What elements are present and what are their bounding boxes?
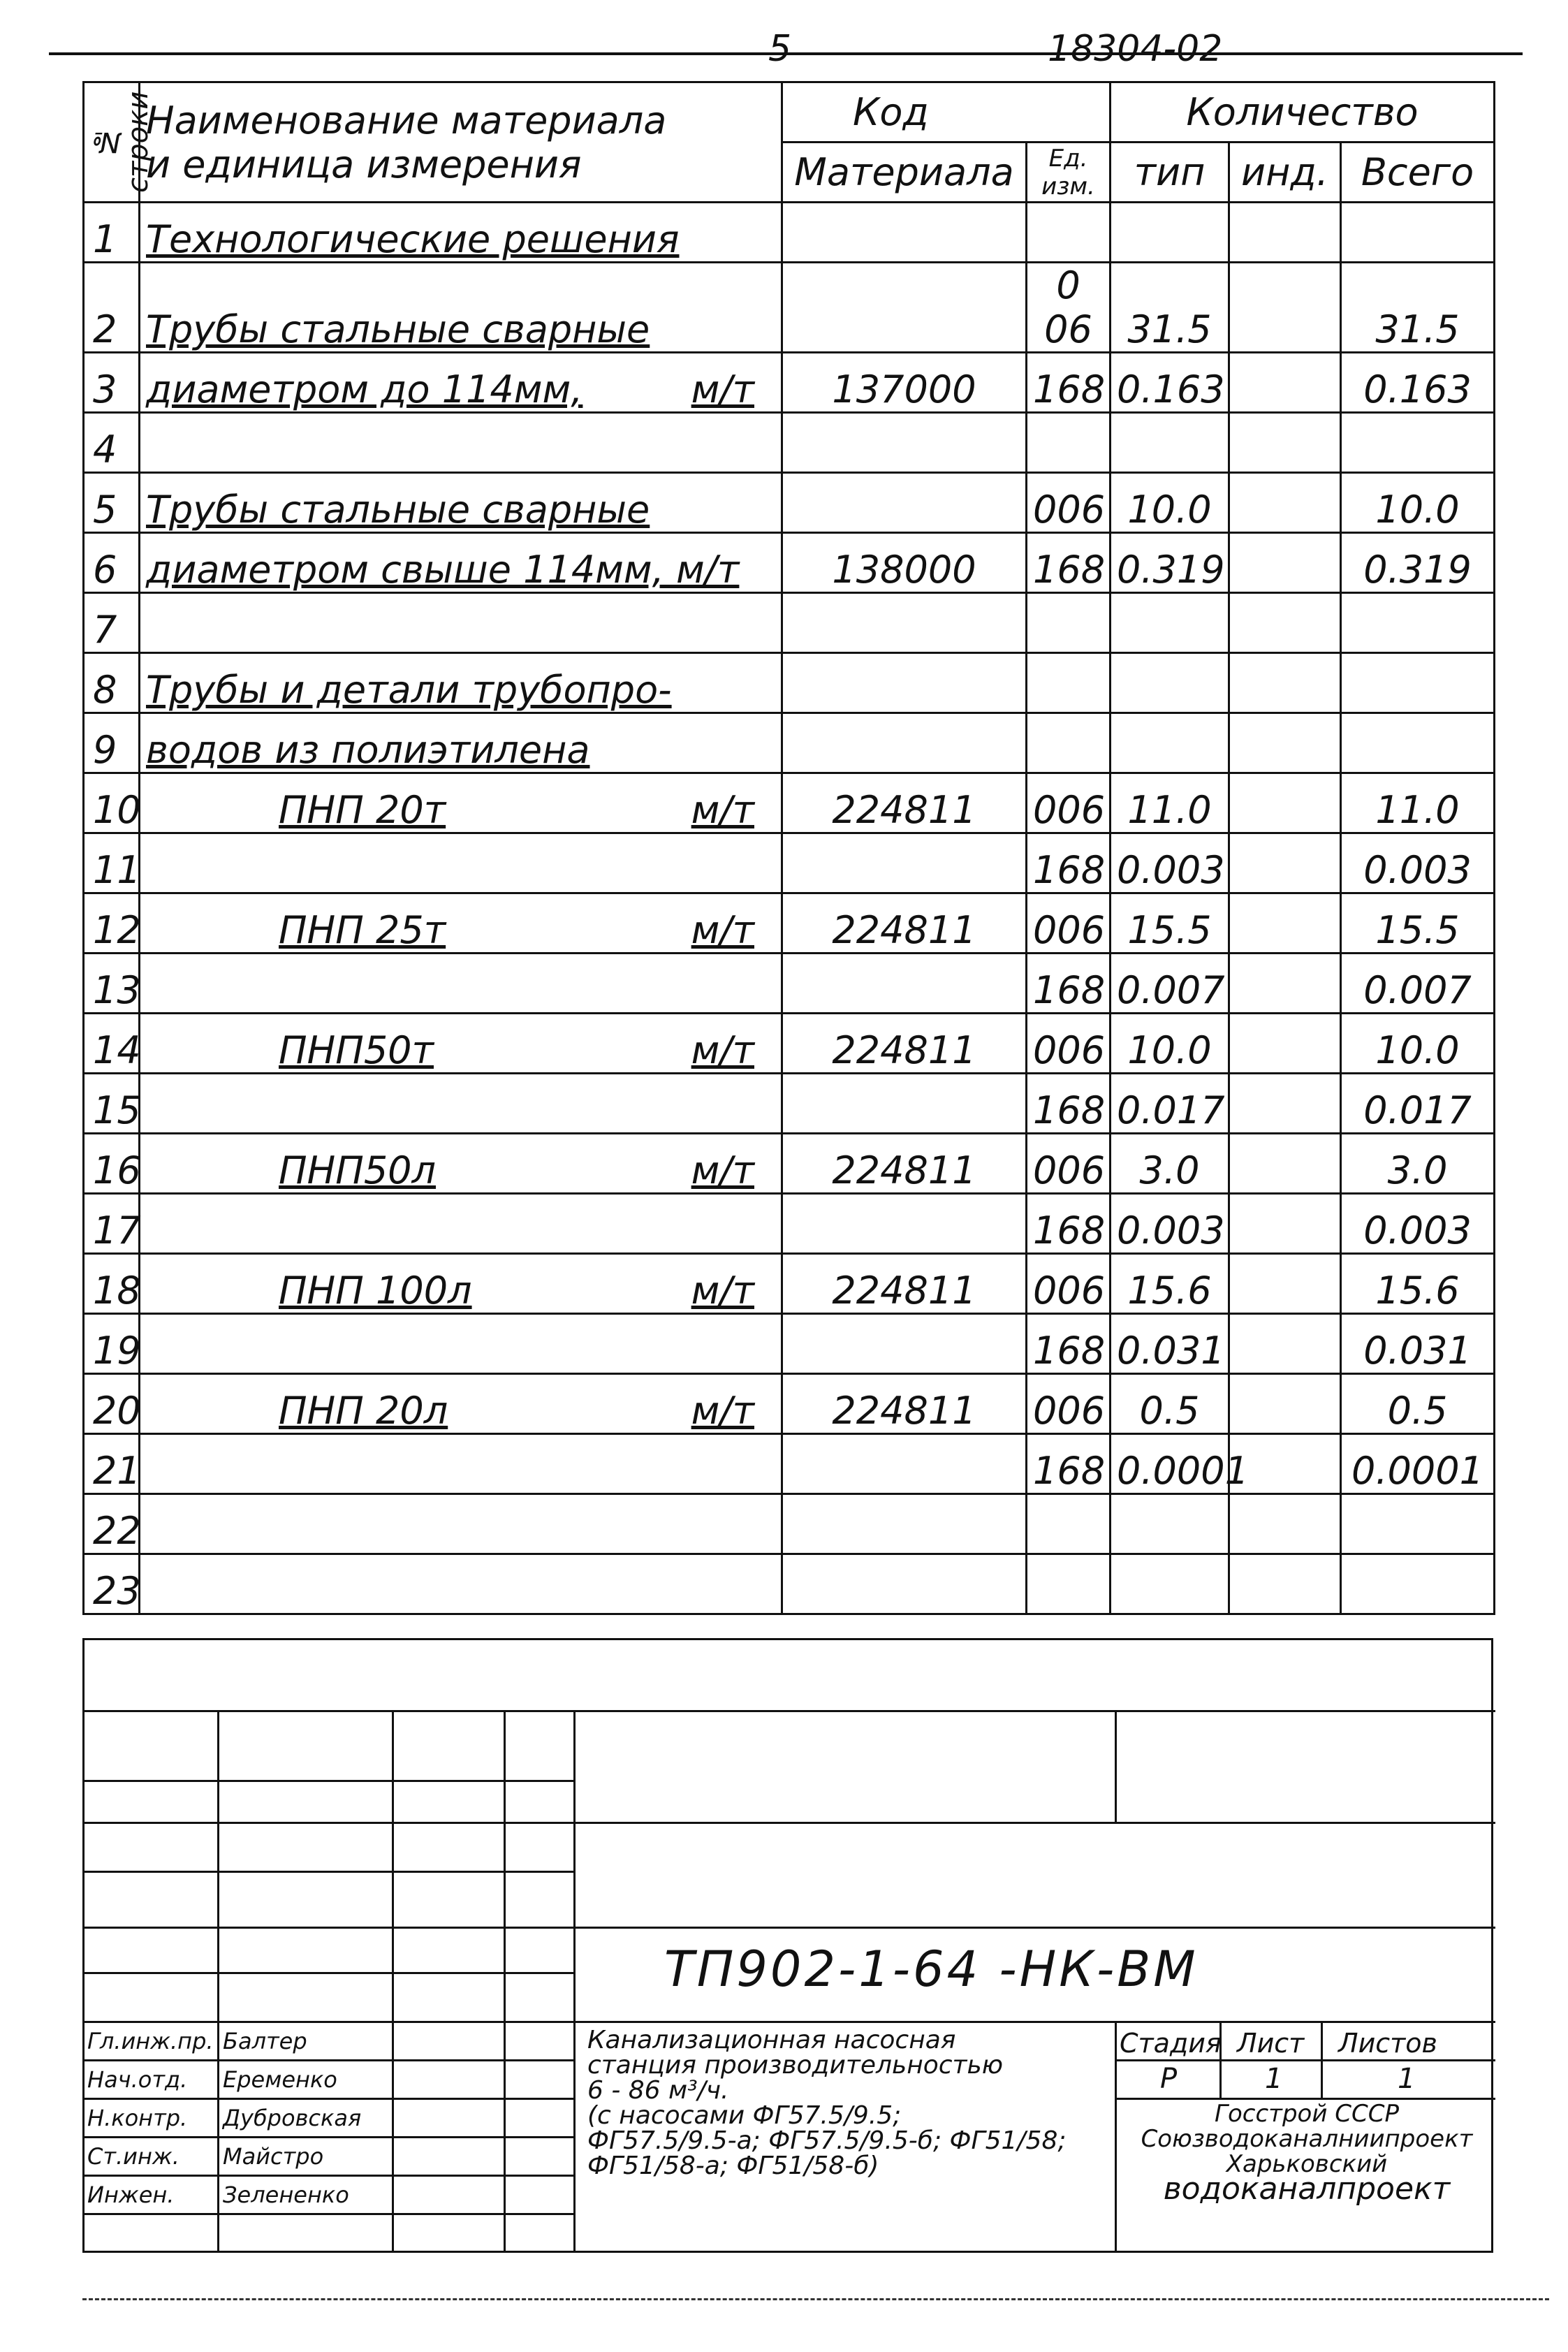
row-name bbox=[140, 1014, 782, 1074]
table-row bbox=[84, 413, 1495, 473]
unit-code: 168 bbox=[1027, 1314, 1111, 1374]
material-code bbox=[782, 1074, 1027, 1134]
quantity-type: 0.163 bbox=[1111, 353, 1229, 413]
material-code bbox=[782, 954, 1027, 1014]
row-number: 19 bbox=[84, 1314, 140, 1374]
bottom-rule bbox=[82, 2298, 1549, 2300]
row-number: 4 bbox=[84, 413, 140, 473]
quantity-total: 11.0 bbox=[1341, 773, 1495, 833]
quantity-ind bbox=[1229, 1374, 1341, 1434]
signature-role: Инжен. bbox=[87, 2182, 175, 2208]
unit-label: м/т bbox=[691, 367, 754, 411]
material-code: 137000 bbox=[782, 353, 1027, 413]
material-code: 224811 bbox=[782, 1254, 1027, 1314]
table-row bbox=[84, 533, 1495, 593]
quantity-type: 0.0001 bbox=[1111, 1434, 1229, 1494]
material-code: 138000 bbox=[782, 533, 1027, 593]
unit-label: м/т bbox=[691, 1148, 754, 1192]
unit-code bbox=[1027, 413, 1111, 473]
signature-name: Еременко bbox=[223, 2066, 337, 2093]
quantity-ind bbox=[1229, 1074, 1341, 1134]
table-body bbox=[84, 203, 1495, 1614]
row-name bbox=[140, 533, 782, 593]
quantity-total bbox=[1341, 593, 1495, 653]
quantity-ind bbox=[1229, 203, 1341, 263]
unit-code: 0 06 bbox=[1027, 263, 1111, 353]
table-row bbox=[84, 1254, 1495, 1314]
stage-label: Стадия bbox=[1120, 2028, 1222, 2059]
row-number: 7 bbox=[84, 593, 140, 653]
table-row bbox=[84, 593, 1495, 653]
row-number: 12 bbox=[84, 893, 140, 954]
unit-header: Ед. изм. bbox=[1027, 143, 1111, 203]
material-code bbox=[782, 1434, 1027, 1494]
material-code bbox=[782, 203, 1027, 263]
quantity-total bbox=[1341, 203, 1495, 263]
sheet-label: Лист bbox=[1237, 2028, 1305, 2059]
row-name bbox=[140, 353, 782, 413]
material-name: диаметром до 114мм, bbox=[146, 367, 583, 411]
row-name bbox=[140, 203, 782, 263]
signature-name: Зелененко bbox=[223, 2182, 349, 2208]
row-name bbox=[140, 833, 782, 893]
material-code bbox=[782, 263, 1027, 353]
quantity-total: 10.0 bbox=[1341, 473, 1495, 533]
quantity-total: 0.5 bbox=[1341, 1374, 1495, 1434]
row-name bbox=[140, 1254, 782, 1314]
quantity-ind bbox=[1229, 713, 1341, 773]
unit-code bbox=[1027, 203, 1111, 263]
quantity-ind bbox=[1229, 1254, 1341, 1314]
material-header: Материала bbox=[782, 143, 1027, 203]
quantity-ind bbox=[1229, 1134, 1341, 1194]
unit-code: 006 bbox=[1027, 773, 1111, 833]
material-code: 224811 bbox=[782, 893, 1027, 954]
quantity-type: 10.0 bbox=[1111, 1014, 1229, 1074]
quantity-type: 0.003 bbox=[1111, 1194, 1229, 1254]
quantity-type: 0.007 bbox=[1111, 954, 1229, 1014]
quantity-ind bbox=[1229, 653, 1341, 713]
row-number: 17 bbox=[84, 1194, 140, 1254]
row-name bbox=[140, 473, 782, 533]
unit-code: 168 bbox=[1027, 1074, 1111, 1134]
quantity-ind bbox=[1229, 1314, 1341, 1374]
sheets-value: 1 bbox=[1398, 2063, 1416, 2095]
unit-code: 168 bbox=[1027, 1194, 1111, 1254]
row-name bbox=[140, 1374, 782, 1434]
quantity-total: 0.003 bbox=[1341, 833, 1495, 893]
quantity-total: 0.031 bbox=[1341, 1314, 1495, 1374]
material-code bbox=[782, 1194, 1027, 1254]
unit-code bbox=[1027, 713, 1111, 773]
unit-label: м/т bbox=[691, 788, 754, 832]
signature-role: Ст.инж. bbox=[87, 2143, 179, 2170]
unit-code: 006 bbox=[1027, 1254, 1111, 1314]
quantity-total bbox=[1341, 653, 1495, 713]
table-row bbox=[84, 1014, 1495, 1074]
quantity-ind bbox=[1229, 353, 1341, 413]
material-code bbox=[782, 833, 1027, 893]
unit-code: 168 bbox=[1027, 1434, 1111, 1494]
unit-code bbox=[1027, 653, 1111, 713]
quantity-total: 10.0 bbox=[1341, 1014, 1495, 1074]
material-name: Трубы стальные сварные bbox=[146, 488, 650, 532]
unit-code bbox=[1027, 593, 1111, 653]
row-name bbox=[140, 1494, 782, 1554]
ind-header: инд. bbox=[1229, 143, 1341, 203]
table-row bbox=[84, 203, 1495, 263]
quantity-type: 0.319 bbox=[1111, 533, 1229, 593]
material-code: 224811 bbox=[782, 1374, 1027, 1434]
table-row bbox=[84, 1074, 1495, 1134]
quantity-type: 3.0 bbox=[1111, 1134, 1229, 1194]
signature-role: Гл.инж.пр. bbox=[87, 2028, 214, 2054]
material-code bbox=[782, 413, 1027, 473]
row-number: 2 bbox=[84, 263, 140, 353]
table-row bbox=[84, 473, 1495, 533]
unit-label: м/т bbox=[691, 1389, 754, 1433]
row-number: 23 bbox=[84, 1554, 140, 1614]
row-number: 9 bbox=[84, 713, 140, 773]
unit-code: 006 bbox=[1027, 1374, 1111, 1434]
sheets-label: Листов bbox=[1338, 2028, 1437, 2059]
row-number: 13 bbox=[84, 954, 140, 1014]
row-name bbox=[140, 1134, 782, 1194]
row-number: 1 bbox=[84, 203, 140, 263]
material-code bbox=[782, 1554, 1027, 1614]
row-number: 18 bbox=[84, 1254, 140, 1314]
header-row-1 bbox=[84, 82, 1495, 143]
title-block bbox=[82, 1638, 1493, 2253]
quantity-type: 11.0 bbox=[1111, 773, 1229, 833]
quantity-total: 15.5 bbox=[1341, 893, 1495, 954]
table-row bbox=[84, 1494, 1495, 1554]
unit-code: 168 bbox=[1027, 533, 1111, 593]
quantity-type bbox=[1111, 413, 1229, 473]
unit-code: 168 bbox=[1027, 833, 1111, 893]
quantity-type: 0.017 bbox=[1111, 1074, 1229, 1134]
quantity-total: 0.007 bbox=[1341, 954, 1495, 1014]
table-row bbox=[84, 773, 1495, 833]
row-name bbox=[140, 1074, 782, 1134]
quantity-type bbox=[1111, 1554, 1229, 1614]
material-code: 224811 bbox=[782, 1134, 1027, 1194]
designation: ТП902-1-64 -НК-ВМ bbox=[664, 1941, 1199, 1998]
row-number: 11 bbox=[84, 833, 140, 893]
quantity-total: 0.319 bbox=[1341, 533, 1495, 593]
quantity-total bbox=[1341, 1554, 1495, 1614]
row-number: 6 bbox=[84, 533, 140, 593]
material-name: ПНП 20л bbox=[279, 1389, 448, 1433]
table-row bbox=[84, 1554, 1495, 1614]
unit-code bbox=[1027, 1554, 1111, 1614]
material-name: Трубы стальные сварные bbox=[146, 307, 650, 351]
type-header: тип bbox=[1111, 143, 1229, 203]
quantity-type: 15.6 bbox=[1111, 1254, 1229, 1314]
quantity-total: 3.0 bbox=[1341, 1134, 1495, 1194]
row-number-header: № строки bbox=[84, 82, 140, 203]
quantity-total bbox=[1341, 1494, 1495, 1554]
quantity-type: 31.5 bbox=[1111, 263, 1229, 353]
table-row bbox=[84, 353, 1495, 413]
code-header: Код bbox=[782, 82, 1111, 143]
quantity-ind bbox=[1229, 1194, 1341, 1254]
row-number: 5 bbox=[84, 473, 140, 533]
material-name: Трубы и детали трубопро- bbox=[146, 668, 672, 712]
table-row bbox=[84, 1314, 1495, 1374]
material-name: ПНП50л bbox=[279, 1148, 437, 1192]
unit-code: 006 bbox=[1027, 893, 1111, 954]
quantity-ind bbox=[1229, 833, 1341, 893]
material-name: ПНП 25т bbox=[279, 908, 446, 952]
table-row bbox=[84, 893, 1495, 954]
quantity-type bbox=[1111, 713, 1229, 773]
row-number: 16 bbox=[84, 1134, 140, 1194]
material-code bbox=[782, 1494, 1027, 1554]
signature-role: Н.контр. bbox=[87, 2105, 188, 2131]
unit-code: 168 bbox=[1027, 353, 1111, 413]
table-row bbox=[84, 954, 1495, 1014]
signature-role: Нач.отд. bbox=[87, 2066, 188, 2093]
quantity-ind bbox=[1229, 263, 1341, 353]
specification-table bbox=[82, 81, 1495, 1615]
table-row bbox=[84, 653, 1495, 713]
material-code bbox=[782, 653, 1027, 713]
quantity-total bbox=[1341, 413, 1495, 473]
name-header: Наименование материала и единица измерения bbox=[140, 82, 782, 203]
row-number: 8 bbox=[84, 653, 140, 713]
unit-label: м/т bbox=[691, 908, 754, 952]
signature-name: Балтер bbox=[223, 2028, 307, 2054]
row-number: 14 bbox=[84, 1014, 140, 1074]
material-name: ПНП 20т bbox=[279, 788, 446, 832]
quantity-ind bbox=[1229, 1494, 1341, 1554]
row-number: 10 bbox=[84, 773, 140, 833]
unit-label: м/т bbox=[691, 1269, 754, 1313]
page-number: 5 bbox=[768, 28, 792, 70]
material-name: водов из полиэтилена bbox=[146, 728, 590, 772]
quantity-type bbox=[1111, 1494, 1229, 1554]
signature-name: Майстро bbox=[223, 2143, 324, 2170]
row-name bbox=[140, 653, 782, 713]
quantity-total: 0.003 bbox=[1341, 1194, 1495, 1254]
material-code: 224811 bbox=[782, 773, 1027, 833]
signature-name: Дубровская bbox=[223, 2105, 362, 2131]
row-name bbox=[140, 713, 782, 773]
material-name: ПНП50т bbox=[279, 1028, 434, 1072]
table-row bbox=[84, 263, 1495, 353]
row-name bbox=[140, 954, 782, 1014]
quantity-type bbox=[1111, 203, 1229, 263]
project-description: Канализационная насосная станция производительностью 6 - 86 м³/ч. (с насосами ФГ57.5/9.5; ФГ57.5/9.5-а; ФГ57.5/9.5-б; ФГ51/58; ФГ51/58-а; ФГ51/58-б) bbox=[587, 2026, 1067, 2180]
row-name bbox=[140, 1554, 782, 1614]
row-name bbox=[140, 1194, 782, 1254]
quantity-total: 31.5 bbox=[1341, 263, 1495, 353]
unit-code: 168 bbox=[1027, 954, 1111, 1014]
quantity-total: 15.6 bbox=[1341, 1254, 1495, 1314]
quantity-ind bbox=[1229, 1014, 1341, 1074]
row-name bbox=[140, 893, 782, 954]
total-header: Всего bbox=[1341, 143, 1495, 203]
row-number: 21 bbox=[84, 1434, 140, 1494]
table-row bbox=[84, 713, 1495, 773]
stage-value: Р bbox=[1160, 2063, 1178, 2095]
quantity-total: 0.163 bbox=[1341, 353, 1495, 413]
quantity-type: 0.003 bbox=[1111, 833, 1229, 893]
material-code: 224811 bbox=[782, 1014, 1027, 1074]
quantity-ind bbox=[1229, 1554, 1341, 1614]
table-row bbox=[84, 1134, 1495, 1194]
row-number: 15 bbox=[84, 1074, 140, 1134]
material-code bbox=[782, 473, 1027, 533]
quantity-ind bbox=[1229, 954, 1341, 1014]
row-number: 3 bbox=[84, 353, 140, 413]
material-code bbox=[782, 593, 1027, 653]
material-code bbox=[782, 713, 1027, 773]
unit-code: 006 bbox=[1027, 1134, 1111, 1194]
quantity-ind bbox=[1229, 473, 1341, 533]
document-number: 18304-02 bbox=[1048, 28, 1223, 70]
row-name bbox=[140, 773, 782, 833]
table-row bbox=[84, 1374, 1495, 1434]
quantity-ind bbox=[1229, 413, 1341, 473]
organization: Госстрой СССР Союзводоканалниипроект Харьковский водоканалпроект bbox=[1141, 2100, 1473, 2207]
table-row bbox=[84, 1194, 1495, 1254]
quantity-total bbox=[1341, 713, 1495, 773]
unit-code: 006 bbox=[1027, 473, 1111, 533]
row-number: 20 bbox=[84, 1374, 140, 1434]
quantity-total: 0.0001 bbox=[1341, 1434, 1495, 1494]
table-row bbox=[84, 1434, 1495, 1494]
quantity-type: 0.031 bbox=[1111, 1314, 1229, 1374]
row-name bbox=[140, 593, 782, 653]
row-name bbox=[140, 263, 782, 353]
material-code bbox=[782, 1314, 1027, 1374]
row-number: 22 bbox=[84, 1494, 140, 1554]
material-name: диаметром свыше 114мм, м/т bbox=[146, 548, 740, 592]
row-name bbox=[140, 1314, 782, 1374]
quantity-header: Количество bbox=[1111, 82, 1495, 143]
quantity-type: 0.5 bbox=[1111, 1374, 1229, 1434]
quantity-ind bbox=[1229, 593, 1341, 653]
quantity-ind bbox=[1229, 533, 1341, 593]
quantity-total: 0.017 bbox=[1341, 1074, 1495, 1134]
quantity-type: 10.0 bbox=[1111, 473, 1229, 533]
material-name: ПНП 100л bbox=[279, 1269, 472, 1313]
material-name: Технологические решения bbox=[146, 217, 680, 261]
row-name bbox=[140, 1434, 782, 1494]
quantity-ind bbox=[1229, 893, 1341, 954]
unit-code bbox=[1027, 1494, 1111, 1554]
table-row bbox=[84, 833, 1495, 893]
quantity-type bbox=[1111, 593, 1229, 653]
unit-code: 006 bbox=[1027, 1014, 1111, 1074]
sheet-value: 1 bbox=[1265, 2063, 1283, 2095]
unit-label: м/т bbox=[691, 1028, 754, 1072]
quantity-ind bbox=[1229, 773, 1341, 833]
row-name bbox=[140, 413, 782, 473]
quantity-type: 15.5 bbox=[1111, 893, 1229, 954]
quantity-type bbox=[1111, 653, 1229, 713]
